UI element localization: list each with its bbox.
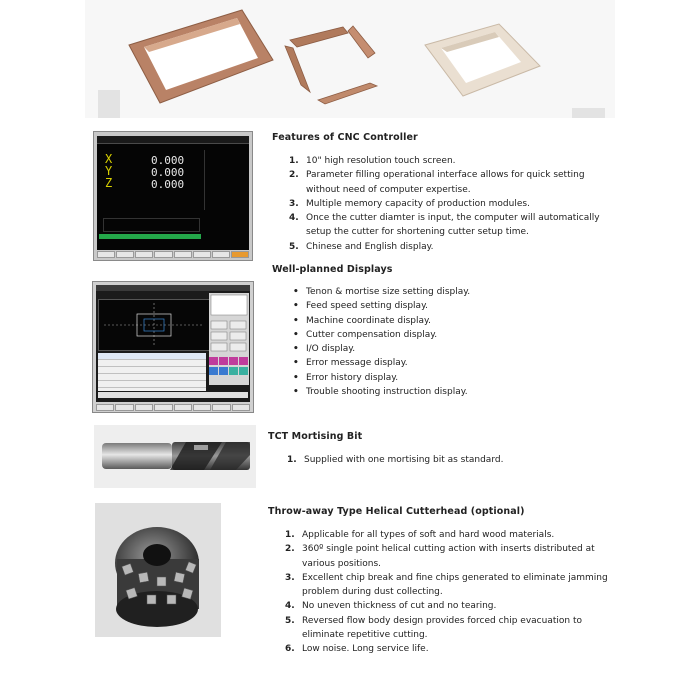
mortising-bit-list (287, 453, 617, 467)
section-title-displays: Well-planned Displays (272, 264, 393, 275)
display-softkey-row (96, 404, 250, 411)
list-item (289, 211, 619, 240)
item-text: Trouble shooting instruction display. (306, 387, 468, 398)
item-text: without need of computer expertise. (306, 184, 471, 195)
cnc-controller-screen (93, 131, 253, 261)
list-item (285, 571, 625, 600)
display-header-bar (96, 285, 250, 291)
mortising-bit-photo (94, 425, 256, 488)
item-text: Multiple memory capacity of production modules. (306, 198, 530, 209)
axis-value-y: 0.000 (151, 166, 185, 179)
display-screen-area (96, 285, 250, 402)
helical-cutterhead-photo (95, 503, 221, 637)
cnc-display-screen (92, 281, 254, 413)
bullet-icon: • (293, 329, 299, 340)
item-number: 4. (285, 601, 295, 612)
display-button-panel (209, 293, 249, 385)
tenon-drawing-view (98, 299, 210, 351)
axis-label-z: Z (105, 176, 113, 190)
item-text: Parameter filling operational interface allows for quick setting (306, 170, 585, 181)
display-buttons (209, 293, 249, 385)
item-text: various positions. (302, 558, 382, 569)
list-item (289, 314, 619, 328)
item-text: No uneven thickness of cut and no tearing. (302, 601, 497, 612)
item-text: Chinese and English display. (306, 241, 434, 252)
display-status-strip (98, 392, 248, 398)
screen-display (97, 136, 249, 250)
tenon-schematic (99, 300, 209, 350)
cnc-controller-feature-list (289, 154, 619, 254)
item-number: 1. (289, 156, 299, 166)
item-text: eliminate repetitive cutting. (302, 630, 428, 641)
bullet-icon: • (293, 287, 299, 297)
decor-tab-right (572, 108, 605, 118)
list-item (289, 285, 619, 299)
list-item (289, 299, 619, 313)
item-number: 3. (289, 198, 299, 209)
helical-cutterhead-image (95, 503, 221, 637)
list-item (289, 385, 619, 399)
list-item (285, 614, 625, 643)
item-text: Error history display. (306, 372, 399, 383)
item-text: Machine coordinate display. (306, 315, 431, 326)
bullet-icon: • (293, 344, 299, 355)
screen-info-box (103, 218, 200, 232)
item-number: 2. (289, 170, 299, 181)
item-number: 5. (285, 615, 295, 626)
bullet-icon: • (293, 315, 299, 326)
list-item (285, 542, 625, 571)
item-text: Low noise. Long service life. (302, 644, 429, 655)
bullet-icon: • (293, 301, 299, 312)
item-number: 3. (285, 572, 295, 583)
item-text: Supplied with one mortising bit as standard. (304, 455, 504, 465)
list-item (289, 197, 619, 211)
list-item (289, 328, 619, 342)
displays-list (289, 285, 619, 399)
item-text: 360º single point helical cutting action with inserts distributed at (302, 544, 595, 555)
list-item (287, 453, 617, 467)
list-item (285, 642, 625, 656)
item-text: Applicable for all types of soft and hard wood materials. (302, 530, 555, 540)
decor-tab-left (98, 90, 120, 118)
item-number: 2. (285, 544, 295, 555)
item-text: Cutter compensation display. (306, 329, 438, 340)
item-text: Once the cutter diamter is input, the computer will automatically (306, 213, 600, 224)
axis-value-z: 0.000 (151, 178, 185, 191)
list-item (289, 240, 619, 254)
picture-frames-image (85, 0, 615, 118)
list-item (289, 356, 619, 370)
item-number: 4. (289, 213, 299, 224)
bullet-icon: • (293, 372, 299, 383)
screen-progress-bar (99, 234, 201, 239)
item-number: 5. (289, 241, 299, 252)
list-item (289, 342, 619, 356)
list-item (289, 371, 619, 385)
bullet-icon: • (293, 387, 299, 398)
item-number: 6. (285, 644, 295, 655)
item-text: setup the cutter for shortening cutter setup time. (306, 227, 529, 238)
axis-value-x: 0.000 (151, 154, 185, 167)
list-item (289, 154, 619, 168)
item-text: Excellent chip break and fine chips generated to eliminate jamming (302, 572, 608, 583)
section-title-helical-cutterhead: Throw-away Type Helical Cutterhead (optional) (268, 506, 525, 517)
item-number: 1. (285, 530, 295, 540)
item-text: Error message display. (306, 358, 408, 369)
mortising-bit-image (94, 425, 256, 488)
screen-status-bar (97, 136, 249, 144)
frame-photo-band (85, 0, 615, 118)
axis-label-y: Y (105, 164, 113, 178)
item-text: Tenon & mortise size setting display. (306, 287, 471, 297)
item-text: problem during dust collecting. (302, 587, 443, 598)
helical-cutterhead-list (285, 528, 625, 657)
item-text: Feed speed setting display. (306, 301, 428, 312)
item-number: 1. (287, 455, 297, 465)
item-text: I/O display. (306, 344, 356, 355)
list-item (285, 599, 625, 613)
axis-label-x: X (105, 152, 113, 166)
bullet-icon: • (293, 358, 299, 369)
screen-side-panel (204, 150, 245, 210)
display-data-table (98, 353, 206, 391)
section-title-cnc-controller: Features of CNC Controller (272, 132, 418, 143)
item-text: 10" high resolution touch screen. (306, 156, 456, 166)
list-item (289, 168, 619, 197)
screen-softkey-row (97, 251, 249, 258)
list-item (285, 528, 625, 542)
section-title-mortising-bit: TCT Mortising Bit (268, 431, 363, 442)
item-text: Reversed flow body design provides forced chip evacuation to (302, 615, 582, 626)
